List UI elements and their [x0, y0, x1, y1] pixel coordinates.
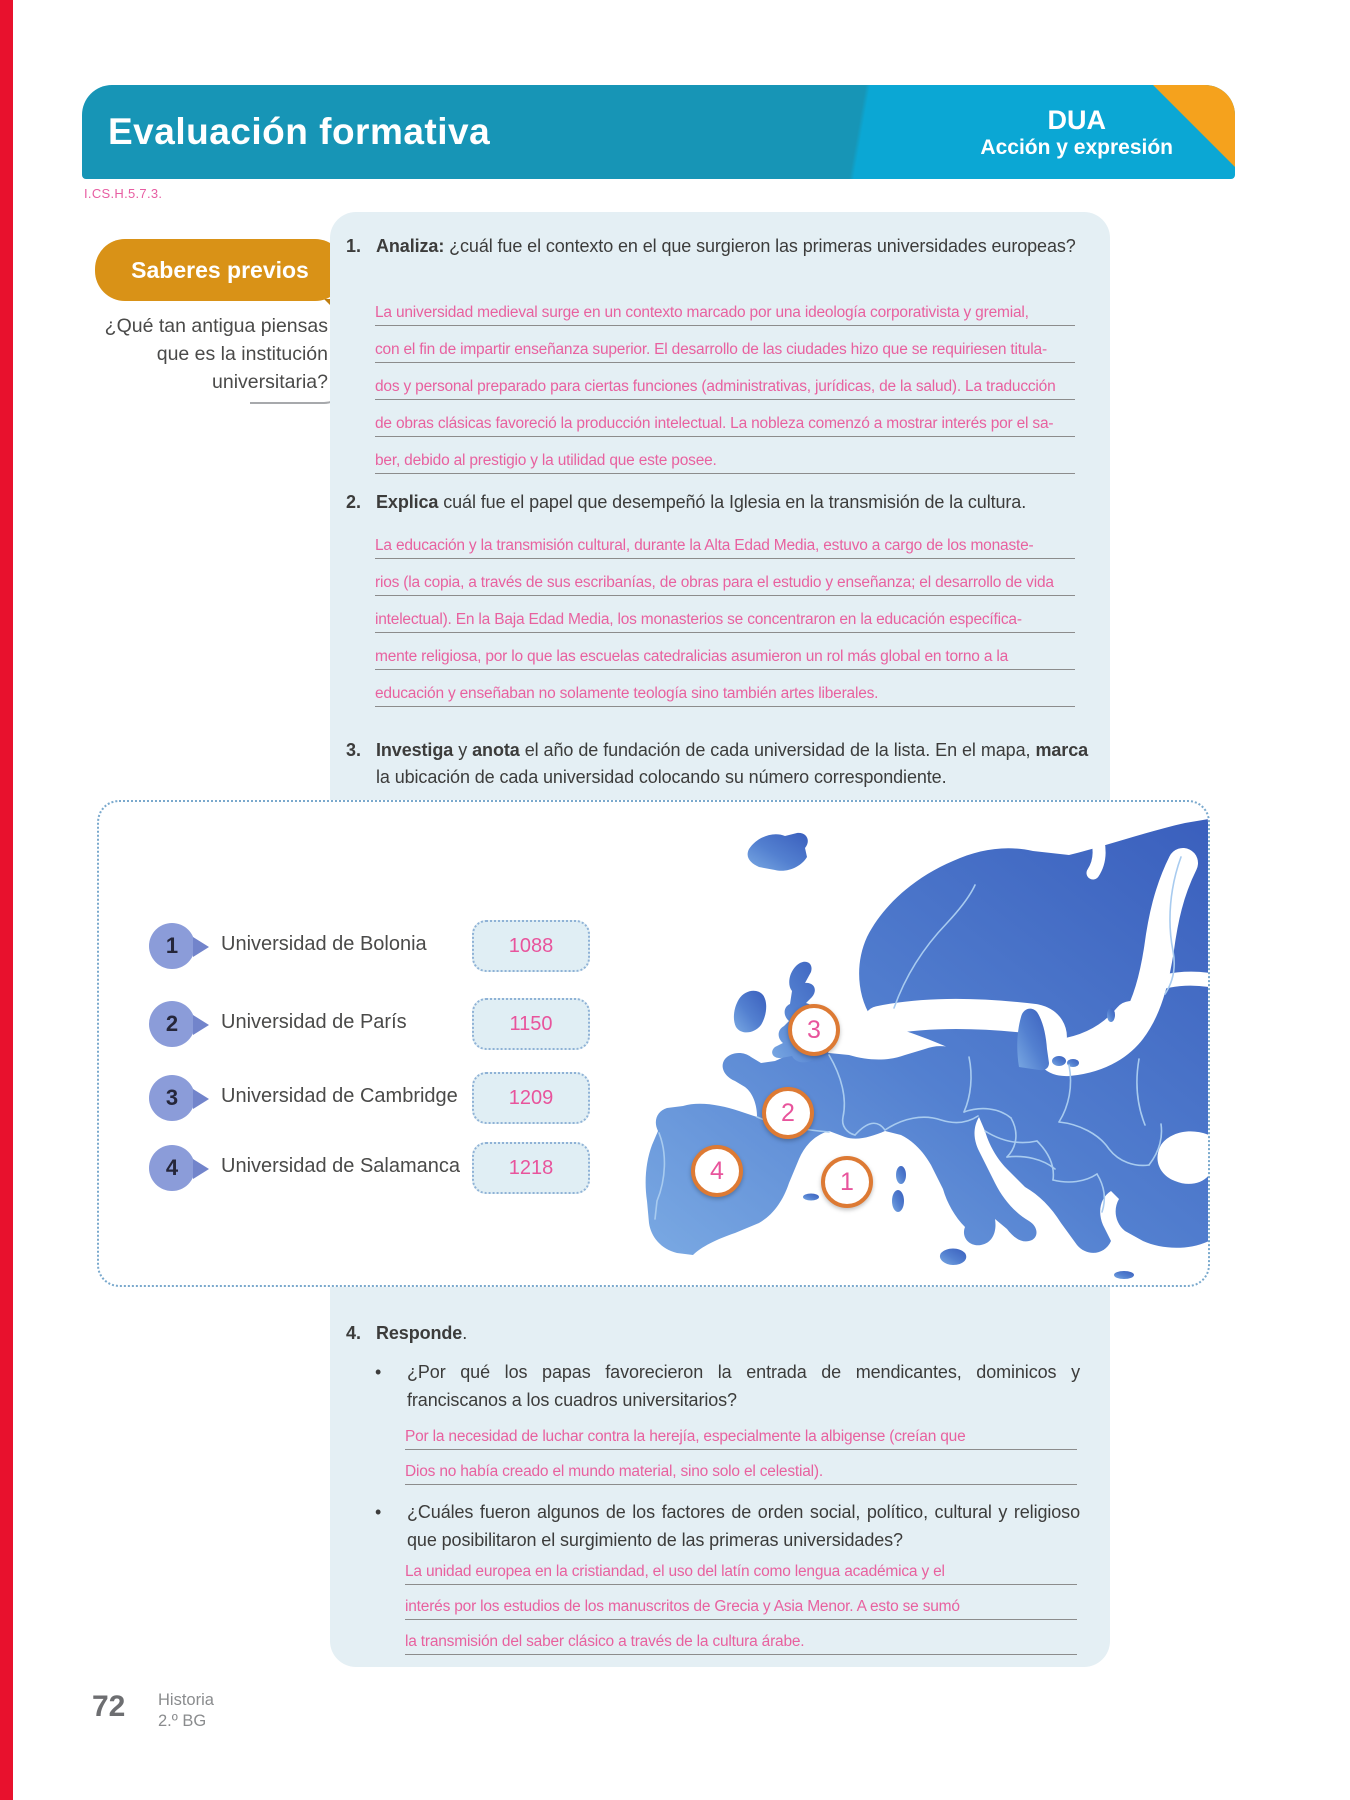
list-number-marker: 1 — [149, 923, 195, 969]
question-4-bullet-1: • ¿Por qué los papas favorecieron la entrada de mendicantes, dominicos y franciscanos a los cuadros universitarios? — [375, 1358, 1080, 1414]
question-4-text: Responde. — [376, 1323, 468, 1343]
bullet-dot: • — [375, 1362, 382, 1382]
question-1-number: 1. — [346, 236, 362, 256]
sidebar-question: ¿Qué tan antigua piensas que es la institución universitaria? — [104, 315, 328, 393]
answer-line[interactable]: de obras clásicas favoreció la producción intelectual. La nobleza comenzó a mostrar interés por el sa- — [375, 400, 1075, 437]
year-answer-box[interactable]: 1218 — [472, 1142, 590, 1194]
university-name: Universidad de Bolonia — [221, 933, 427, 955]
question-4-answer-1 — [405, 1415, 1077, 1485]
saberes-previos-label: Saberes previos — [131, 256, 309, 283]
answer-line[interactable]: Por la necesidad de luchar contra la herejía, especialmente la albigense (creían que — [405, 1415, 1077, 1450]
answer-line[interactable]: La educación y la transmisión cultural, durante la Alta Edad Media, estuvo a cargo de los monaste- — [375, 522, 1075, 559]
list-number-marker: 4 — [149, 1145, 195, 1191]
year-answer-box[interactable]: 1088 — [472, 920, 590, 972]
question-1-text: Analiza: ¿cuál fue el contexto en el que surgieron las primeras universidades europeas? — [376, 236, 1076, 256]
map-activity-panel — [97, 800, 1210, 1287]
question-3-text: Investiga y anota el año de fundación de cada universidad de la lista. En el mapa, marca la ubicación de cada universidad colocando su número correspondiente. — [376, 740, 1089, 787]
answer-line[interactable]: mente religiosa, por lo que las escuelas catedralicias asumieron un rol más global en torno a la — [375, 633, 1075, 670]
answer-line[interactable]: rios (la copia, a través de sus escribanías, de obras para el estudio y enseñanza; el desarrollo de vida — [375, 559, 1075, 596]
question-2-text: Explica cuál fue el papel que desempeñó la Iglesia en la transmisión de la cultura. — [376, 492, 1027, 512]
europe-map — [549, 805, 1209, 1287]
answer-line[interactable]: con el fin de impartir enseñanza superior. El desarrollo de las ciudades hizo que se requiriesen titula- — [375, 326, 1075, 363]
question-4-number: 4. — [346, 1323, 362, 1343]
question-4-bullet-2: • ¿Cuáles fueron algunos de los factores de orden social, político, cultural y religioso que posibilitaron el surgimiento de las primeras universidades? — [375, 1498, 1080, 1554]
answer-line[interactable]: ber, debido al prestigio y la utilidad que este posee. — [375, 437, 1075, 474]
answer-line[interactable]: la transmisión del saber clásico a través de la cultura árabe. — [405, 1620, 1077, 1655]
page-edge-red-bar — [0, 0, 13, 1800]
book-subject: Historia — [158, 1691, 214, 1709]
bullet-dot: • — [375, 1502, 382, 1522]
university-name: Universidad de París — [221, 1011, 407, 1033]
answer-line[interactable]: intelectual). En la Baja Edad Media, los monasterios se concentraron en la educación específica- — [375, 596, 1075, 633]
university-name: Universidad de Salamanca — [221, 1155, 461, 1177]
answer-line[interactable]: La universidad medieval surge en un contexto marcado por una ideología corporativista y gremial, — [375, 289, 1075, 326]
map-location-marker[interactable]: 2 — [762, 1087, 814, 1139]
map-location-marker[interactable]: 1 — [821, 1156, 873, 1208]
question-4 — [346, 1320, 1088, 1347]
book-grade: 2.º BG — [158, 1712, 207, 1730]
question-3 — [346, 737, 1088, 791]
dua-badge-subtitle: Acción y expresión — [980, 135, 1173, 159]
year-answer-box[interactable]: 1150 — [472, 998, 590, 1050]
question-4-answer-2 — [405, 1550, 1077, 1655]
question-3-number: 3. — [346, 740, 362, 760]
question-2-number: 2. — [346, 492, 362, 512]
university-name: Universidad de Cambridge — [221, 1085, 458, 1107]
answer-line[interactable]: dos y personal preparado para ciertas funciones (administrativas, jurídicas, de la salud). La traducción — [375, 363, 1075, 400]
question-2 — [346, 489, 1088, 516]
book-info — [158, 1690, 214, 1732]
year-answer-box[interactable]: 1209 — [472, 1072, 590, 1124]
page-title: Evaluación formativa — [108, 111, 491, 152]
answer-line[interactable]: La unidad europea en la cristiandad, el uso del latín como lengua académica y el — [405, 1550, 1077, 1585]
answer-line[interactable]: educación y enseñaban no solamente teología sino también artes liberales. — [375, 670, 1075, 707]
section-header — [82, 85, 1235, 179]
map-location-marker[interactable]: 3 — [788, 1004, 840, 1056]
list-number-marker: 3 — [149, 1075, 195, 1121]
question-1-answers — [375, 289, 1075, 474]
question-2-answers — [375, 522, 1075, 707]
page-number: 72 — [92, 1690, 126, 1723]
map-location-marker[interactable]: 4 — [691, 1145, 743, 1197]
question-1 — [346, 233, 1088, 260]
list-number-marker: 2 — [149, 1001, 195, 1047]
dua-badge — [980, 85, 1173, 179]
dua-badge-title: DUA — [1047, 104, 1106, 135]
answer-line[interactable]: interés por los estudios de los manuscritos de Grecia y Asia Menor. A esto se sumó — [405, 1585, 1077, 1620]
curriculum-code: I.CS.H.5.7.3. — [84, 186, 163, 201]
answer-line[interactable]: Dios no había creado el mundo material, sino solo el celestial). — [405, 1450, 1077, 1485]
